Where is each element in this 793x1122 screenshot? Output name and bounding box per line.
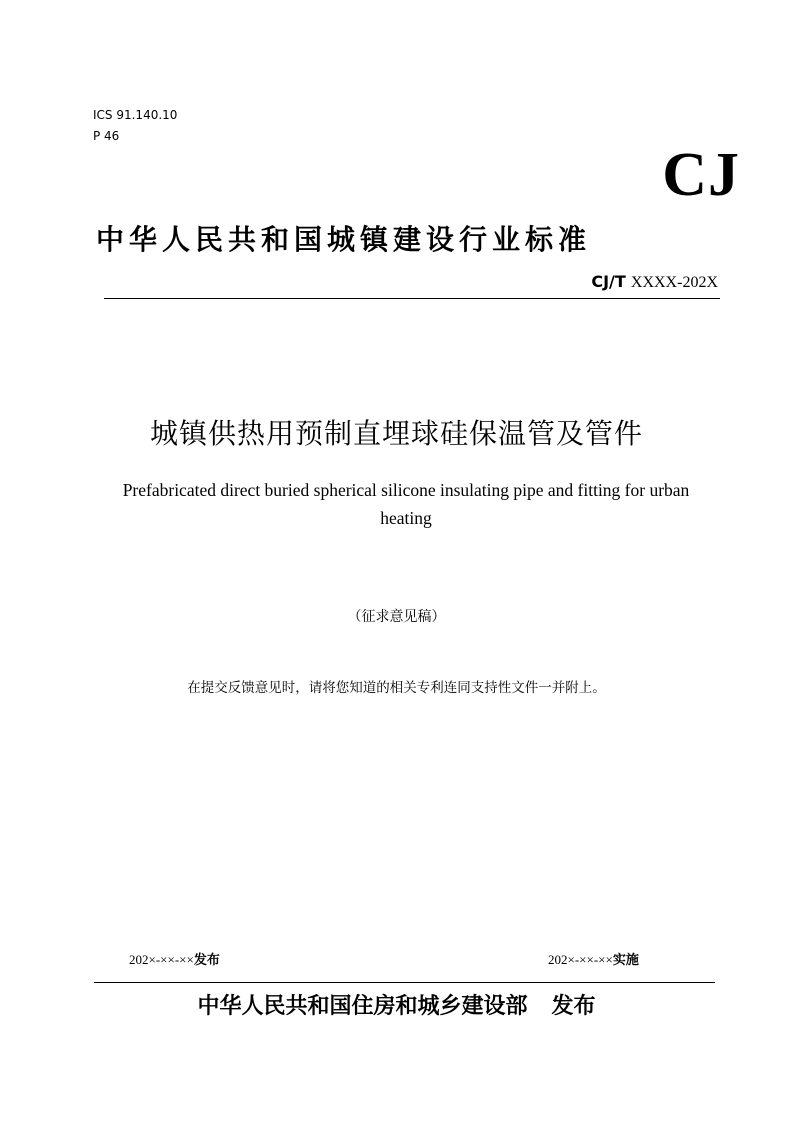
header-divider: [104, 298, 720, 299]
standard-organization-title: 中华人民共和国城镇建设行业标准: [96, 223, 592, 256]
implementation-date-line: [548, 950, 639, 971]
draft-stage-label: （征求意见稿）: [347, 609, 446, 625]
implementation-label: 实施: [612, 953, 639, 968]
publish-label: 发布: [551, 994, 596, 1019]
publisher-name: 中华人民共和国住房和城乡建设部: [197, 994, 528, 1019]
standard-logo: CJ: [662, 141, 740, 209]
document-title-english: Prefabricated direct buried spherical silicone insulating pipe and fitting for urban heating: [122, 480, 690, 528]
standard-prefix: CJ/T: [591, 272, 626, 291]
issue-date-line: [129, 950, 220, 971]
standard-code: XXXX-202X: [630, 274, 718, 291]
issue-date: 202×-××-××: [129, 952, 194, 967]
footer-divider: [94, 982, 715, 983]
document-title-chinese: 城镇供热用预制直埋球硅保温管及管件: [149, 417, 643, 450]
implementation-date: 202×-××-××: [548, 952, 613, 967]
standard-number: [591, 272, 718, 293]
classification-code: P 46: [93, 129, 120, 143]
ics-code: ICS 91.140.10: [93, 108, 178, 122]
publisher-line: [0, 990, 793, 1024]
patent-notice: 在提交反馈意见时，请将您知道的相关专利连同支持性文件一并附上。: [187, 680, 606, 696]
issue-label: 发布: [193, 953, 220, 968]
